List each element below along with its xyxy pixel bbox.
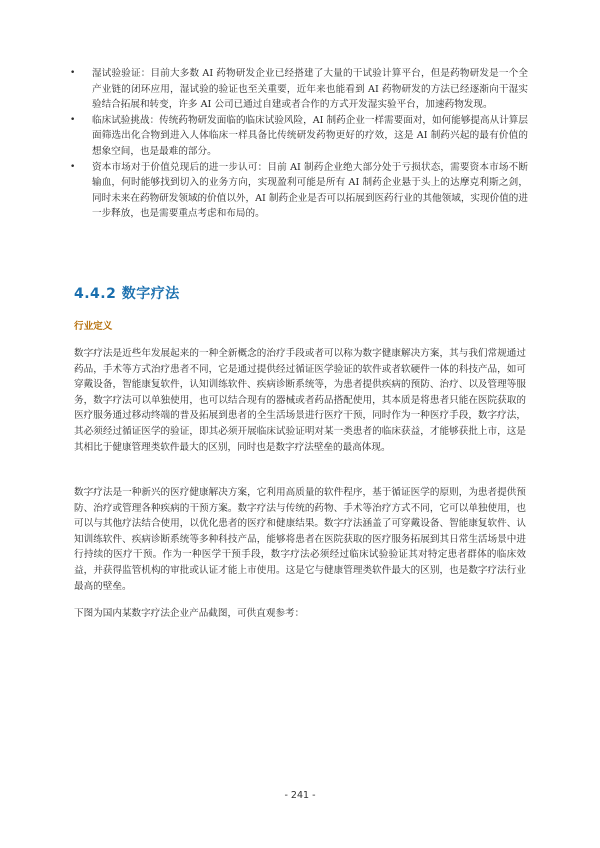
paragraph-figure-intro: 下图为国内某数字疗法企业产品截图，可供直观参考：: [74, 608, 305, 619]
bullet-marker: •: [70, 161, 76, 172]
bullet-item-wet-lab: [68, 66, 528, 113]
page-number: - 241 -: [284, 790, 316, 801]
bullet-item-clinical-trial: [68, 113, 528, 160]
bullet-marker: •: [70, 68, 76, 78]
bullet-text: 临床试验挑战：传统药物研发面临的临床试验风险，AI 制药企业一样需要面对，如何能够提高从计算层面筛选出化合物到进入人体临床一样具备比传统研发药物更好的疗效，这是 AI 制药兴起的最有价值的想象空间，也是最难的部分。: [92, 114, 528, 157]
subsection-heading: 行业定义: [74, 321, 113, 332]
challenge-bullet-list: [68, 66, 528, 222]
bullet-item-capital-market: [68, 160, 528, 222]
bullet-text: 湿试验验证：目前大多数 AI 药物研发企业已经搭建了大量的干试验计算平台，但是药物研发是一个全产业链的闭环应用，湿试验的验证也至关重要，近年来也能看到 AI 药物研发的方法已经逐渐向干湿实验结合拓展和转变，许多 AI 公司已通过自建或者合作的方式开发湿实验平台，加速药物发现。: [92, 68, 528, 111]
paragraph-description: 数字疗法是一种新兴的医疗健康解决方案，它利用高质量的软件程序，基于循证医学的原则，为患者提供预防、治疗或管理各种疾病的干预方案。数字疗法与传统的药物、手术等治疗方式不同，它可以单独使用，也可以与其他疗法结合使用，以优化患者的医疗和健康结果。数字疗法涵盖了可穿戴设备、智能康复软件、认知训练软件、疾病诊断系统等多种科技产品，能够将患者在医院获取的医疗服务拓展到其日常生活场景中进行持续的医疗干预。作为一种医学干预手段，数字疗法必须经过临床试验验证其对特定患者群体的临床效益，并获得监管机构的审批或认证才能上市使用。这是它与健康管理类软件最大的区别，也是数字疗法行业最高的壁垒。: [74, 487, 526, 592]
bullet-text: 资本市场对于价值兑现后的进一步认可：目前 AI 制药企业绝大部分处于亏损状态，需要资本市场不断输血，何时能够找到切入的业务方向，实现盈利可能是所有 AI 制药企业悬于头上的达摩克利斯之剑，同时未来在药物研发领域的价值以外，AI 制药企业是否可以拓展到医药行业的其他领域，实现价值的进一步释放，也是需要重点考虑和布局的。: [92, 161, 528, 220]
paragraph-definition: 数字疗法是近些年发展起来的一种全新概念的治疗手段或者可以称为数字健康解决方案，其与我们常规通过药品，手术等方式治疗患者不同，它是通过提供经过循证医学验证的软件或者软硬件一体的科技产品，如可穿戴设备，智能康复软件，认知训练软件、疾病诊断系统等，为患者提供疾病的预防、治疗、以及管理等服务，数字疗法可以单独使用，也可以结合现有的器械或者药品搭配使用，其本质是将患者只能在医院获取的医疗服务通过移动终端的普及拓展到患者的全生活场景进行医疗干预，同时作为一种医疗手段，数字疗法，其必须经过循证医学的验证，即其必须开展临床试验证明对某一类患者的临床获益，才能够获批上市，这是其相比于健康管理类软件最大的区别，同时也是数字疗法壁垒的最高体现。: [74, 348, 526, 453]
bullet-marker: •: [70, 114, 76, 125]
section-title: 4.4.2 数字疗法: [74, 286, 180, 302]
